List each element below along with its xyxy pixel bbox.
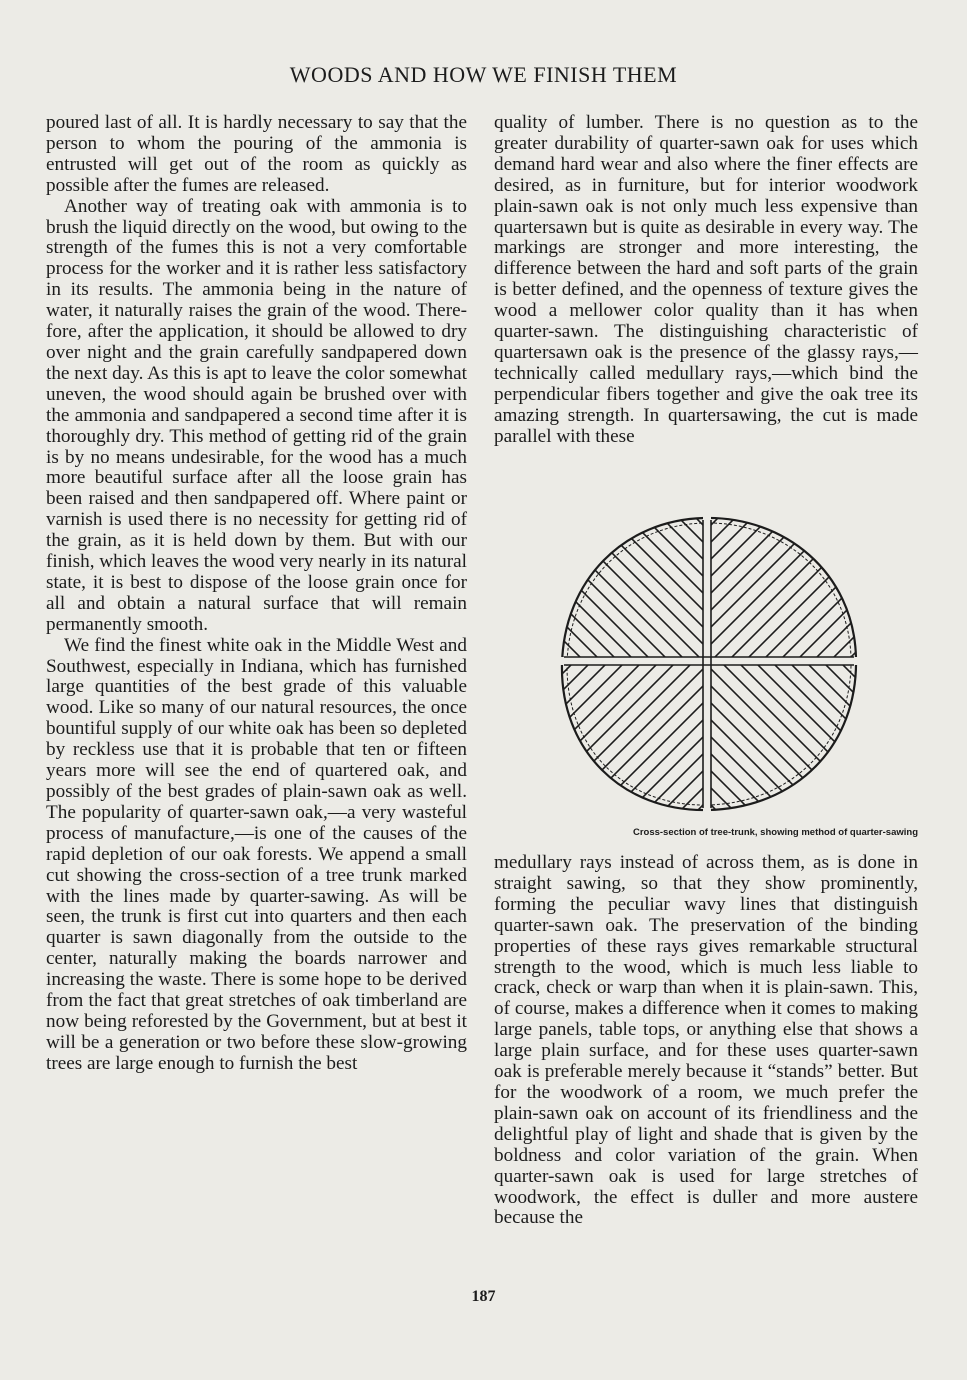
page-title: WOODS AND HOW WE FINISH THEM bbox=[289, 62, 678, 87]
right-column-bottom bbox=[494, 853, 918, 1229]
paragraph: quality of lumber. There is no question as to the greater durability of quarter-sawn oak for uses which demand hard wear and also where the finer effects are desired, as in furniture, but for interior woodwork plain-sawn oak is not only much less expensive than quartersawn but is quite as desirable in every way. The markings are stronger and more interesting, the difference between the hard and soft parts of the grain is better defined, and the openness of texture gives the wood a mellower color quality than it has when quarter-sawn. The distinguishing characteristic of quartersawn oak is the presence of the glassy rays,— technically called medullary rays,—which bind the perpendicular fibers together and give the oak tree its amazing strength. In quartersawing, the cut is made parallel with these bbox=[494, 112, 918, 447]
paragraph: We find the finest white oak in the Middle West and Southwest, especially in Indiana, which has furnished large quantities of the best grade of this valuable wood. Like so many of our natural resources, the once bountiful supply of our white oak has been so depleted by reckless use that it is probable that ten or fifteen years more will see the end of quartered oak, and possibly of the best grades of plain-sawn oak as well. The popularity of quarter-sawn oak,—a very wasteful process of manufacture,—is one of the causes of the rapid depletion of our oak forests. We append a small cut showing the cross-section of a tree trunk marked with the lines made by quarter-sawing. As will be seen, the trunk is first cut into quarters and then each quarter is sawn diagonally from the outside to the center, naturally making the boards narrower and increasing the waste. There is some hope to be derived from the fact that great stretches of oak timberland are now being reforested by the Government, but at best it will be a generation or two before these slow-growing trees are large enough to furnish the best bbox=[46, 634, 467, 1074]
tree-cross-section-diagram bbox=[552, 510, 862, 820]
paragraph: poured last of all. It is hardly necessary to say that the person to whom the pouring of the ammonia is entrusted will get out of the room as quickly as possible after the fumes are released. bbox=[46, 112, 467, 196]
paragraph: Another way of treating oak with ammonia is to brush the liquid directly on the wood, but owing to the strength of the fumes this is not a very comfortable process for the worker and it is rather less satisfactory in its results. The ammonia being in the nature of water, it naturally raises the grain of the wood. Therefore, after the application, it should be allowed to dry over night and the grain carefully sandpapered down the next day. As this is apt to leave the color somewhat uneven, the wood should again be brushed over with the ammonia and sandpapered a second time after it is thoroughly dry. This method of getting rid of the grain is by no means undesirable, for the wood has a much more beautiful surface after all the loose grain has been raised and then sandpapered off. Where paint or varnish is used there is no necessity for getting rid of the grain, as it is held down by them. But with our finish, which leaves the wood very nearly in its natural state, it is best to dispose of the loose grain once for all and obtain a natural surface that will remain permanently smooth. bbox=[46, 195, 467, 635]
horizontal-quarter-cut bbox=[552, 657, 862, 665]
right-column-top bbox=[494, 113, 918, 448]
tree-cross-section-figure bbox=[552, 510, 862, 820]
left-column bbox=[46, 113, 467, 1075]
page-number: 187 bbox=[471, 1288, 496, 1305]
paragraph: medullary rays instead of across them, as is done in straight sawing, so that they show prominently, forming the peculiar wavy lines that distinguish quarter-sawn oak. The preservation of the binding properties of these rays gives remarkable structural strength to the wood, which is much less liable to crack, check or warp than when it is plain-sawn. This, of course, makes a difference when it comes to making large panels, table tops, or anything else that shows a large plain surface, and for these uses quarter-sawn oak is preferable merely because it “stands” better. But for the woodwork of a room, we much prefer the plain-sawn oak on account of its friendliness and the delightful play of light and shade that is given by the boldness and color variation of the grain. When quarter-sawn oak is used for large stretches of woodwork, the effect is duller and more austere because the bbox=[494, 852, 918, 1229]
figure-caption: Cross-section of tree-trunk, showing method of quarter-sawing bbox=[632, 827, 918, 838]
